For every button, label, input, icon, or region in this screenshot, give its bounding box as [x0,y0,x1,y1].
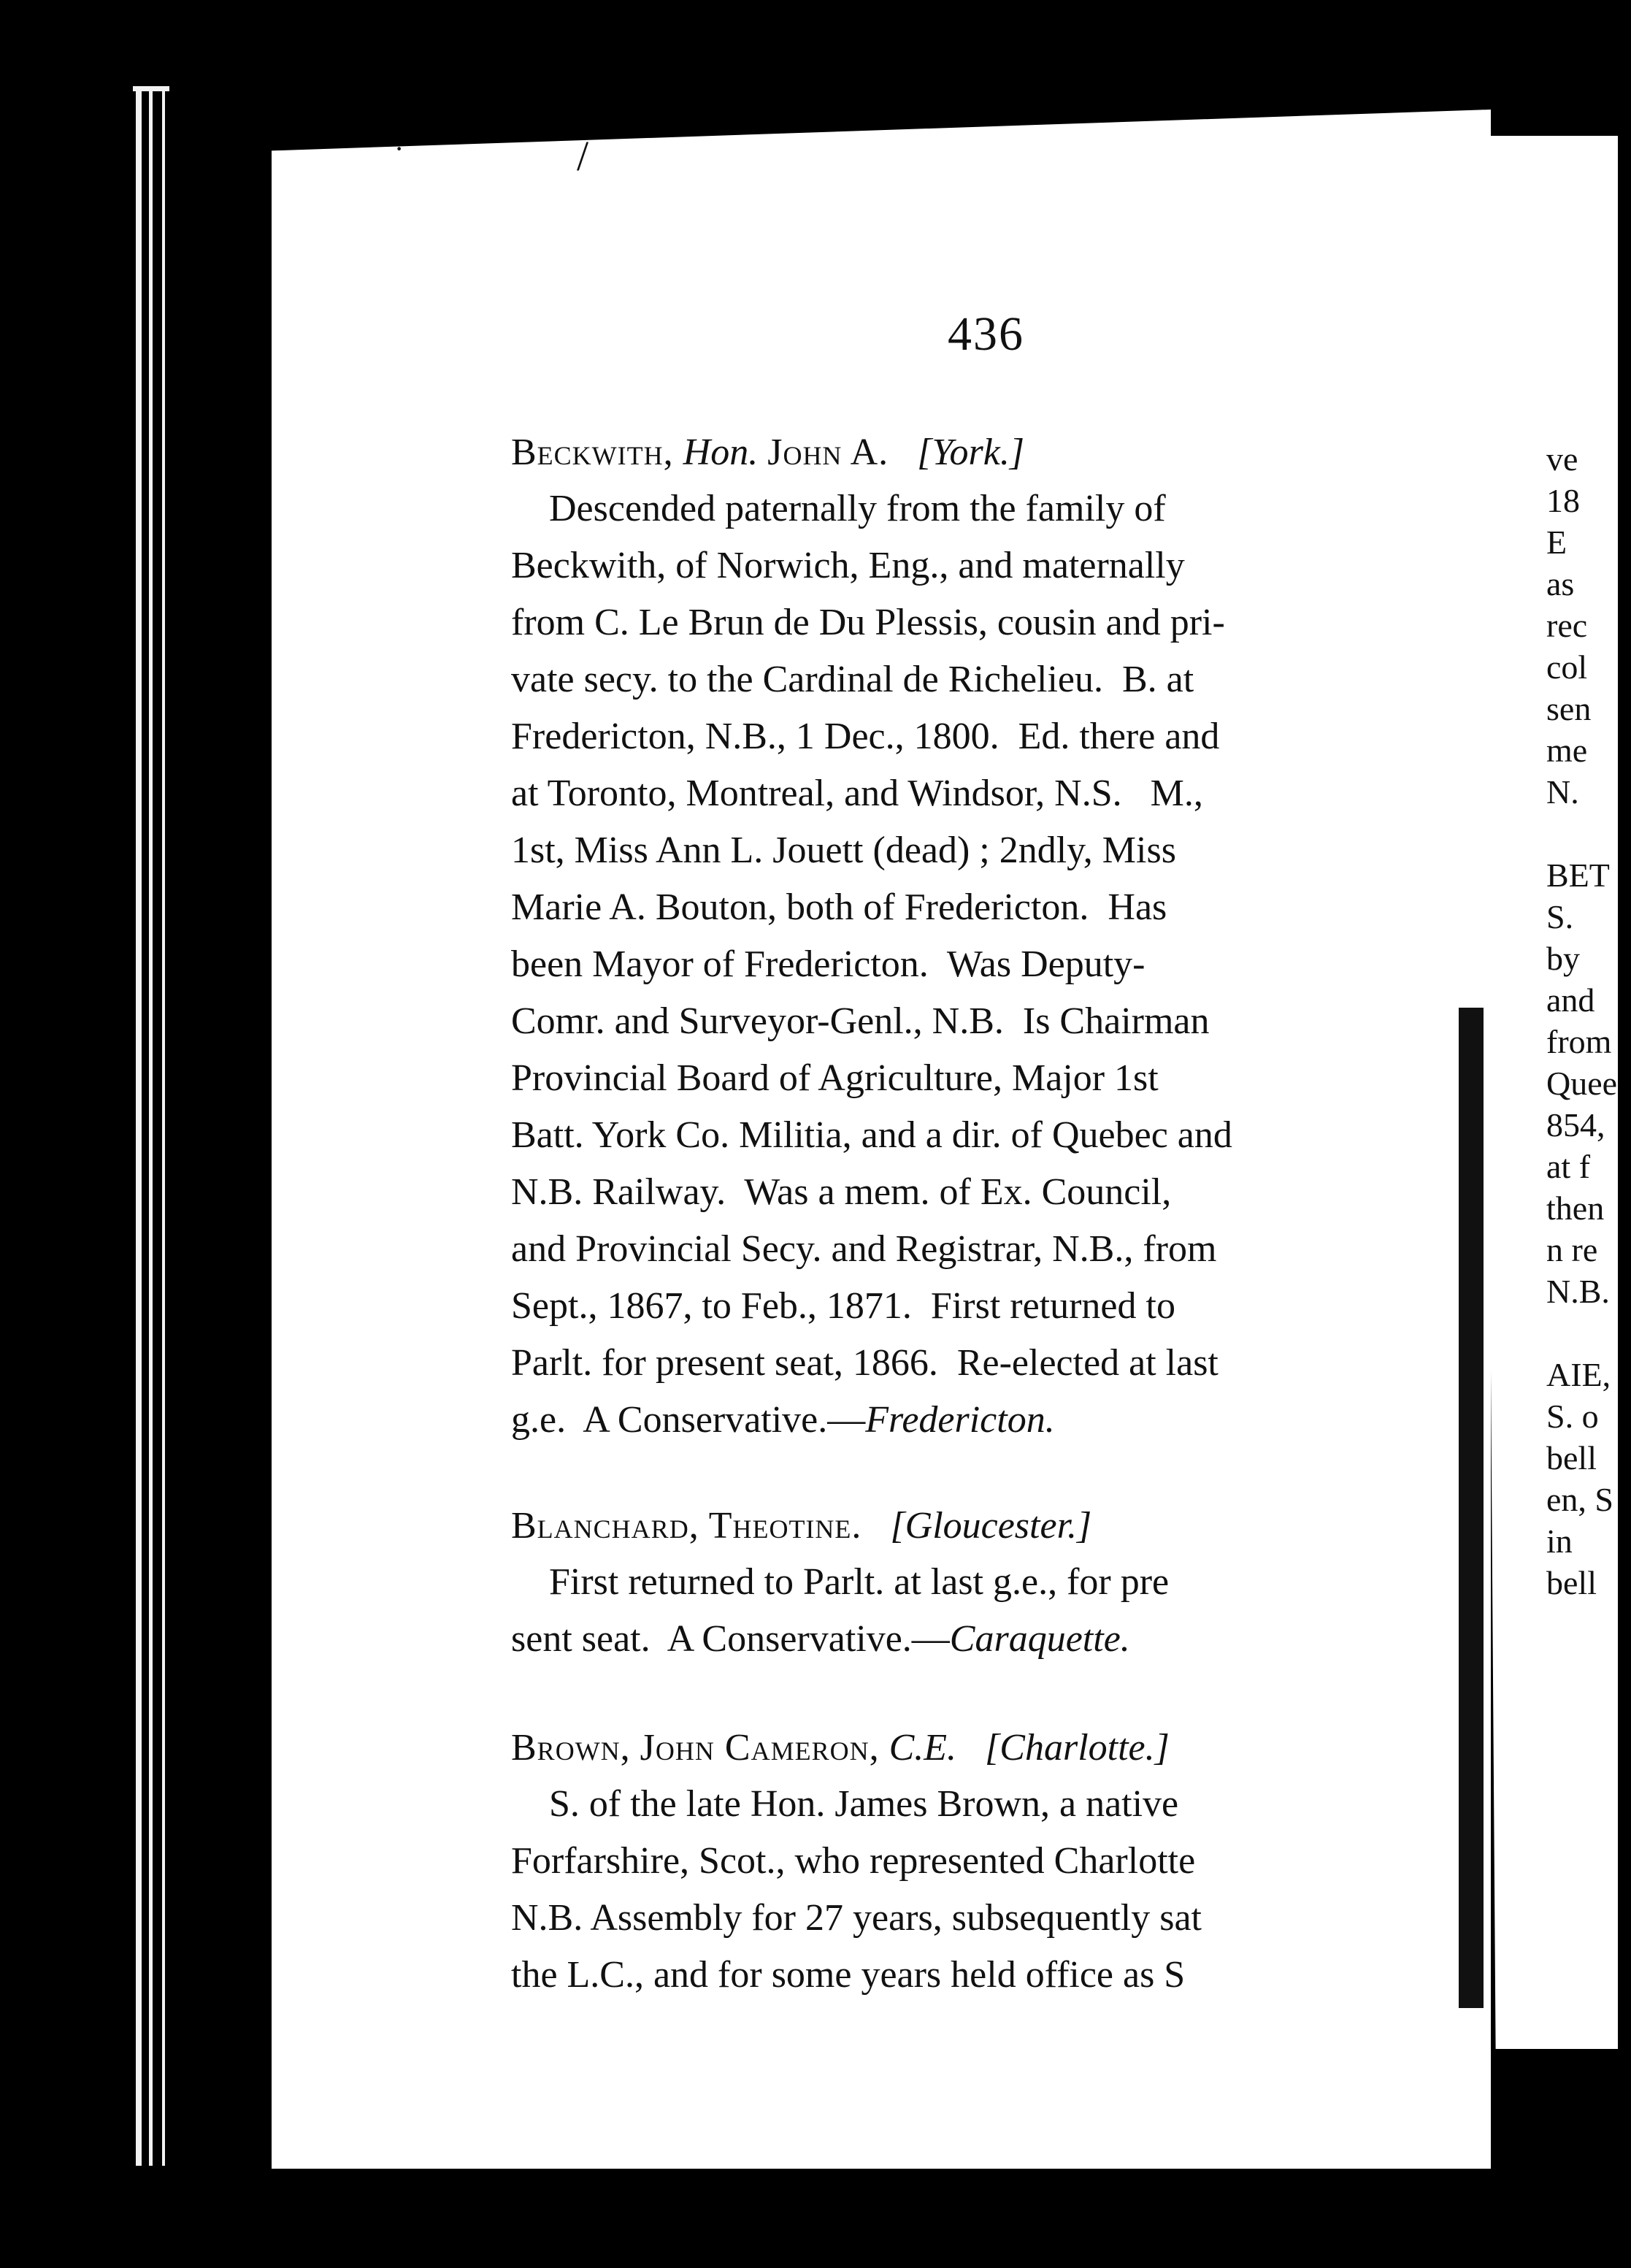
entry-surname: Brown, [511,1727,631,1769]
entry-residence: Caraquette. [949,1618,1130,1660]
entry-text: First returned to Parlt. at last g.e., for pre sent seat. A Conservative.— [511,1561,1170,1660]
entry-body [511,1776,1467,2004]
entry-text: S. of the late Hon. James Brown, a native Forfarshire, Scot., who represented Charlotte N.B. Assembly for 27 years, subsequently sat the L.C., and for some years held office as S [511,1783,1202,1996]
entry-heading [511,1503,1467,1549]
entry-riding: [Charlotte.] [985,1727,1170,1769]
biography-entry [511,1503,1467,1668]
binding-strip [149,88,153,2166]
binding-strip [162,88,165,2166]
entry-body [511,480,1467,1449]
biography-entry [511,1725,1467,2004]
page-number: 436 [948,307,1024,361]
biography-entry [511,429,1467,1449]
entry-surname: Beckwith, [511,432,674,473]
entry-title: C.E. [889,1727,957,1769]
entry-heading [511,1725,1467,1771]
entry-text: Descended paternally from the family of Beckwith, of Norwich, Eng., and maternally from C. Le Brun de Du Plessis, cousin and pri- vate secy. to the Cardinal de Richelieu. B. at Fredericton, N.B., 1 Dec., 1800. Ed. there and at Toronto, Montreal, and Windsor, N.S. M., 1st, Miss Ann L. Jouett (dead) ; 2ndly, Miss Marie A. Bouton, both of Fredericton. Has been Mayor of Fredericton. Was Deputy- Comr. and Surveyor-Genl., N.B. Is Chairman Provincial Board of Agriculture, Major 1st Batt. York Co. Militia, and a dir. of Quebec and N.B. Railway. Was a mem. of Ex. Council, and Provincial Secy. and Registrar, N.B., from Sept., 1867, to Feb., 1871. First returned to Parlt. for present seat, 1866. Re-elected at last g.e. A Conservative.— [511,488,1232,1441]
entry-heading [511,429,1467,476]
entry-riding: [York.] [917,432,1025,473]
entry-residence: Fredericton. [865,1399,1055,1441]
binding-mark [133,86,169,91]
entry-given-name: John A. [767,432,889,473]
entry-given-name: John Cameron, [640,1727,880,1769]
entry-surname: Blanchard, [511,1505,699,1547]
binding-strip [136,88,142,2166]
margin-mark: · [394,132,404,165]
margin-tick-mark: / [577,132,589,180]
entry-body [511,1554,1467,1668]
adjacent-page-text: ve 18 E as rec col sen me N. BET S. by and from Quee 854, at f then n re N.B. AIE, S. o bell en, S in bell [1546,440,1618,1601]
entry-given-name: Theotine. [708,1505,862,1547]
entry-riding: [Gloucester.] [890,1505,1092,1547]
entry-title: Hon. [683,432,759,473]
